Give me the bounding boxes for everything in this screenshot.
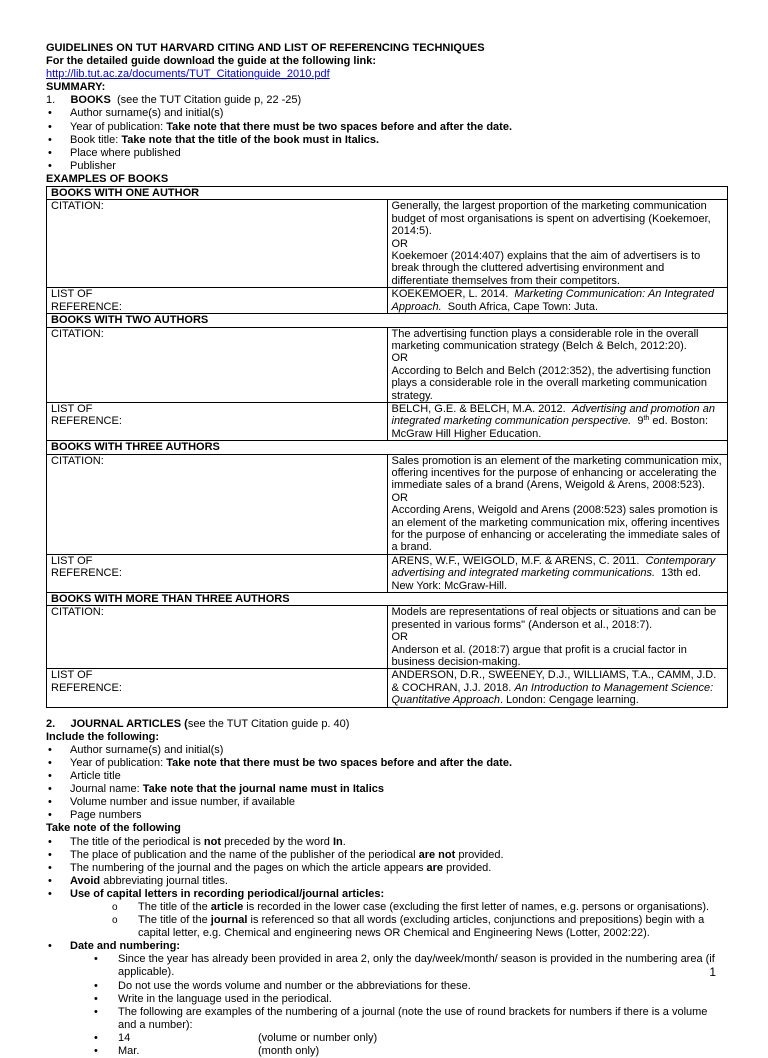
citation-cell: Sales promotion is an element of the marketing communication mix, offering incentives for the purpose of enhancing or accelerating the immediate sales of a brand (Arens, Weigold & Arens, 2008:523). OR According Arens, Weigold and Arens (2008:523) sales promotion is an element of the marketing communication mix, offering incentives for the purpose of enhancing or accelerating the immediate sales of a brand. bbox=[387, 454, 728, 554]
list-item: • Mar. (month only) bbox=[92, 1045, 728, 1058]
list-item: • The title of the periodical is not preceded by the word In. bbox=[46, 836, 728, 849]
table-section-heading: BOOKS WITH MORE THAN THREE AUTHORS bbox=[47, 593, 728, 606]
list-item: o The title of the article is recorded in the lower case (excluding the first letter of names, e.g. persons or organisations). bbox=[110, 901, 728, 914]
capital-letters-list bbox=[70, 901, 728, 940]
citation-label: CITATION: bbox=[47, 606, 388, 669]
list-item: • Place where published bbox=[46, 147, 728, 160]
take-note-heading: Take note of the following bbox=[46, 822, 181, 835]
list-item: • Date and numbering: • Since the year has already been provided in area 2, only the day/week/month/ season is provided in the numbering area (if applicable). • Do not use the words volume and number or the abbreviations for these. • Write in the language used in the periodical. • The following are examples of the numbering of a journal (note the use of round brackets for numbers if there is a volume and a number): • 14 (volume or number only) • Mar. (month only) bbox=[46, 940, 728, 1058]
reference-label: LIST OF REFERENCE: bbox=[47, 669, 388, 707]
list-item: • Year of publication: Take note that there must be two spaces before and after the date. bbox=[46, 757, 728, 770]
citation-cell: Generally, the largest proportion of the marketing communication budget of most organisations is spent on advertising (Koekemoer, 2014:5). OR Koekemoer (2014:407) explains that the aim of advertisers is to break through the cluttered advertising environment and differentiate themselves from their competitors. bbox=[387, 200, 728, 288]
list-item: • Year of publication: Take note that there must be two spaces before and after the date. bbox=[46, 121, 728, 134]
table-section-heading: BOOKS WITH ONE AUTHOR bbox=[47, 187, 728, 200]
table-row bbox=[47, 200, 728, 288]
list-item: • Journal name: Take note that the journal name must in Italics bbox=[46, 783, 728, 796]
citation-guide-link[interactable]: http://lib.tut.ac.za/documents/TUT_Citationguide_2010.pdf bbox=[46, 68, 330, 81]
citation-label: CITATION: bbox=[47, 454, 388, 554]
list-item: • Book title: Take note that the title of the book must in Italics. bbox=[46, 134, 728, 147]
journal-requirements-list bbox=[46, 744, 728, 823]
table-row bbox=[47, 402, 728, 440]
list-item: • Avoid abbreviating journal titles. bbox=[46, 875, 728, 888]
books-guide-ref: (see the TUT Citation guide p, 22 -25) bbox=[116, 94, 302, 107]
table-row bbox=[47, 454, 728, 554]
list-item: • Do not use the words volume and number or the abbreviations for these. bbox=[92, 980, 728, 993]
list-item: • Author surname(s) and initial(s) bbox=[46, 744, 728, 757]
reference-label: LIST OF REFERENCE: bbox=[47, 554, 388, 592]
list-item: • Volume number and issue number, if available bbox=[46, 796, 728, 809]
summary-heading: SUMMARY: bbox=[46, 81, 106, 94]
journals-heading: JOURNAL ARTICLES ( bbox=[70, 717, 188, 730]
citation-cell: The advertising function plays a considerable role in the overall marketing communication strategy (Belch & Belch, 2012:20). OR According to Belch and Belch (2012:352), the advertising function plays a considerable role in the overall marketing communication strategy. bbox=[387, 327, 728, 402]
reference-label: LIST OF REFERENCE: bbox=[47, 288, 388, 314]
reference-cell: BELCH, G.E. & BELCH, M.A. 2012. Advertising and promotion an integrated marketing communication perspective. 9th ed. Boston: McGraw Hill Higher Education. bbox=[387, 402, 728, 440]
books-section-number: 1. bbox=[46, 94, 56, 107]
examples-heading: EXAMPLES OF BOOKS bbox=[46, 172, 169, 185]
books-requirements-list bbox=[46, 107, 728, 172]
list-item: • The following are examples of the numbering of a journal (note the use of round brackets for numbers if there is a volume and a number): bbox=[92, 1006, 728, 1032]
list-item: • Article title bbox=[46, 770, 728, 783]
table-row bbox=[47, 327, 728, 402]
table-section-heading: BOOKS WITH THREE AUTHORS bbox=[47, 441, 728, 454]
page-number: 1 bbox=[709, 965, 716, 979]
table-row bbox=[47, 554, 728, 592]
date-numbering-list bbox=[70, 953, 728, 1058]
book-examples-table bbox=[46, 186, 728, 708]
list-item: • Author surname(s) and initial(s) bbox=[46, 107, 728, 120]
reference-cell: ANDERSON, D.R., SWEENEY, D.J., WILLIAMS, T.A., CAMM, J.D. & COCHRAN, J.J. 2018. An Introduction to Management Science: Quantitative Approach. London: Cengage learning. bbox=[387, 669, 728, 707]
table-row bbox=[47, 288, 728, 314]
list-item: • Publisher bbox=[46, 160, 728, 173]
reference-label: LIST OF REFERENCE: bbox=[47, 402, 388, 440]
list-item: • Since the year has already been provided in area 2, only the day/week/month/ season is provided in the numbering area (if applicable). bbox=[92, 953, 728, 979]
list-item: • Page numbers bbox=[46, 809, 728, 822]
citation-cell: Models are representations of real objects or situations and can be presented in various forms" (Anderson et al., 2018:7). OR Anderson et al. (2018:7) argue that profit is a crucial factor in business decision-making. bbox=[387, 606, 728, 669]
list-item: • The numbering of the journal and the pages on which the article appears are provided. bbox=[46, 862, 728, 875]
journals-guide-ref: see the TUT Citation guide p. 40) bbox=[187, 717, 350, 730]
list-item: • 14 (volume or number only) bbox=[92, 1032, 728, 1045]
include-heading: Include the following: bbox=[46, 730, 160, 743]
download-instruction: For the detailed guide download the guide at the following link: bbox=[46, 55, 376, 68]
list-item: o The title of the journal is referenced so that all words (excluding articles, conjunctions and prepositions) begin with a capital letter, e.g. Chemical and engineering news OR Chemical and Engineering News (Lotter, 2002:22). bbox=[110, 914, 728, 940]
citation-label: CITATION: bbox=[47, 327, 388, 402]
table-row bbox=[47, 606, 728, 669]
take-note-list bbox=[46, 836, 728, 1058]
books-section-heading bbox=[46, 94, 728, 107]
table-section-heading: BOOKS WITH TWO AUTHORS bbox=[47, 314, 728, 327]
citation-label: CITATION: bbox=[47, 200, 388, 288]
list-item: • Use of capital letters in recording periodical/journal articles: o The title of the article is recorded in the lower case (excluding the first letter of names, e.g. persons or organisations). o The title of the journal is referenced so that all words (excluding articles, conjunctions and prepositions) begin with a capital letter, e.g. Chemical and engineering news OR Chemical and Engineering News (Lotter, 2002:22). bbox=[46, 888, 728, 940]
books-heading: BOOKS bbox=[70, 94, 111, 107]
table-row bbox=[47, 669, 728, 707]
document-title: GUIDELINES ON TUT HARVARD CITING AND LIST OF REFERENCING TECHNIQUES bbox=[46, 42, 485, 54]
list-item: • Write in the language used in the periodical. bbox=[92, 993, 728, 1006]
reference-cell: ARENS, W.F., WEIGOLD, M.F. & ARENS, C. 2011. Contemporary advertising and integrated marketing communications. 13th ed. New York: McGraw-Hill. bbox=[387, 554, 728, 592]
list-item: • The place of publication and the name of the publisher of the periodical are not provided. bbox=[46, 849, 728, 862]
journals-section-heading bbox=[46, 718, 728, 731]
reference-cell: KOEKEMOER, L. 2014. Marketing Communication: An Integrated Approach. South Africa, Cape Town: Juta. bbox=[387, 288, 728, 314]
journals-section-number: 2. bbox=[46, 717, 56, 730]
